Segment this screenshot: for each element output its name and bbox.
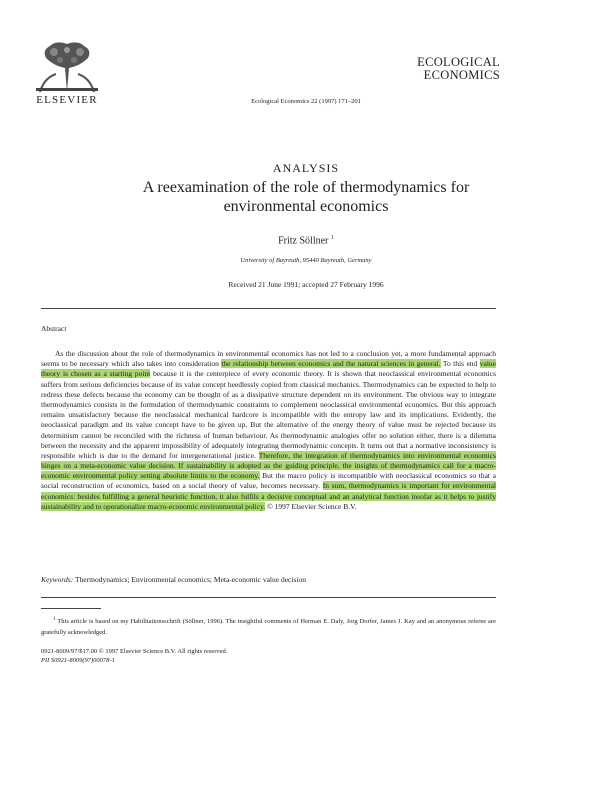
elsevier-tree-logo bbox=[34, 38, 100, 94]
copyright-text: © 1997 Elsevier Science B.V. bbox=[265, 501, 357, 511]
keywords-text: Thermodynamics; Environmental economics; Meta-economic value decision bbox=[73, 575, 306, 584]
footnote-rule bbox=[41, 608, 101, 609]
abstract-text: To this end bbox=[440, 359, 480, 369]
author-name: Fritz Söllner bbox=[278, 235, 329, 247]
footnote-text: This article is based on my Habilitationsschrift (Söllner, 1996). The insightful comments of Herman E. Daly, Jorg Dorfer, James J. Kay and an anonymous referee are gratefully acknowledged. bbox=[41, 618, 496, 637]
abstract-body bbox=[41, 349, 496, 512]
affiliation: University of Bayreuth, 95440 Bayreuth, Germany bbox=[240, 257, 372, 264]
publisher-name: ELSEVIER bbox=[36, 94, 98, 106]
issn-line: 0921-8009/97/$17.00 © 1997 Elsevier Science B.V. All rights reserved. bbox=[41, 648, 228, 655]
abstract-text: because it is the centerpiece of every economic theory. It is shown that neoclassical environmental economics suffers from serious deficiencies because of its value concept heedlessly copied from classical mechanics. Thermodynamics can be expected to help to redress these defects because the economy can be thought of as a dissipative structure dependent on its environment. The obvious way to integrate thermodynamics consists in the formulation of thermodynamic constraints to complement neoclassical environmental economics. But this approach remains unsatisfactory because the neoclassical mechanical hardcore is incompatible with the entropy law and its implications. Evidently, the neoclassical paradigm and its value concept have to be given up. But the alternative of the energy theory of value must be rejected because its determinism cannot be reconciled with the richness of human behaviour. As thermodynamic analogies offer no solution either, there is a dilemma between the necessity and the apparent impossibility of adequately integrating thermodynamic concepts. It turns out that a normative inconsistency is responsible which is due to the demand for intergenerational justice. bbox=[41, 369, 496, 460]
top-rule bbox=[41, 308, 496, 309]
author-footnote-mark: 1 bbox=[330, 235, 334, 241]
highlight[interactable]: In sum, thermodynamics is important for environmental economics: besides fulfilling a general heuristic function, it also fulfils a decisive conceptual and an analytical function insofar as it helps to justify sustainability and to operationalize macro-economic environmental policy. bbox=[41, 481, 496, 511]
highlight[interactable]: the relationship between economics and the natural sciences in general. bbox=[221, 359, 441, 369]
section-label: ANALYSIS bbox=[272, 161, 340, 175]
abstract-heading: Abstract bbox=[41, 324, 67, 333]
keywords bbox=[41, 575, 496, 584]
keywords-label: Keywords: bbox=[41, 575, 74, 584]
article-title: A reexamination of the role of thermodynamics for environmental economics bbox=[142, 179, 470, 215]
journal-name-line1: ECOLOGICAL bbox=[417, 55, 500, 69]
abstract-text: But the macro policy is incompatible with neoclassical economics so that a social reconstruction of economics, based on a social theory of value, becomes necessary. bbox=[41, 471, 496, 491]
journal-name-line2: ECONOMICS bbox=[423, 68, 500, 82]
highlight[interactable]: value theory is chosen as a starting point bbox=[41, 359, 496, 379]
bottom-rule bbox=[41, 597, 496, 598]
pii-line: PII S0921-8009(97)00078-1 bbox=[41, 657, 115, 664]
footnote bbox=[41, 614, 496, 638]
author-line bbox=[0, 235, 612, 246]
journal-name bbox=[400, 56, 500, 82]
highlight[interactable]: Therefore, the integration of thermodynamics into environmental economics hinges on a meta-economic value decision. If sustainability is adopted as the guiding principle, the insights of thermodynamics call for a macro-economic environmental policy setting absolute limits to the economy. bbox=[41, 450, 496, 481]
received-dates: Received 21 June 1991; accepted 27 February 1996 bbox=[228, 280, 384, 289]
abstract-text: As the discussion about the role of thermodynamics in environmental economics has not led to a conclusion yet, a more fundamental approach seems to be necessary which also takes into consideration bbox=[41, 349, 496, 369]
journal-reference: Ecological Economics 22 (1997) 171–201 bbox=[251, 98, 361, 105]
footnote-mark: 1 bbox=[53, 617, 56, 622]
